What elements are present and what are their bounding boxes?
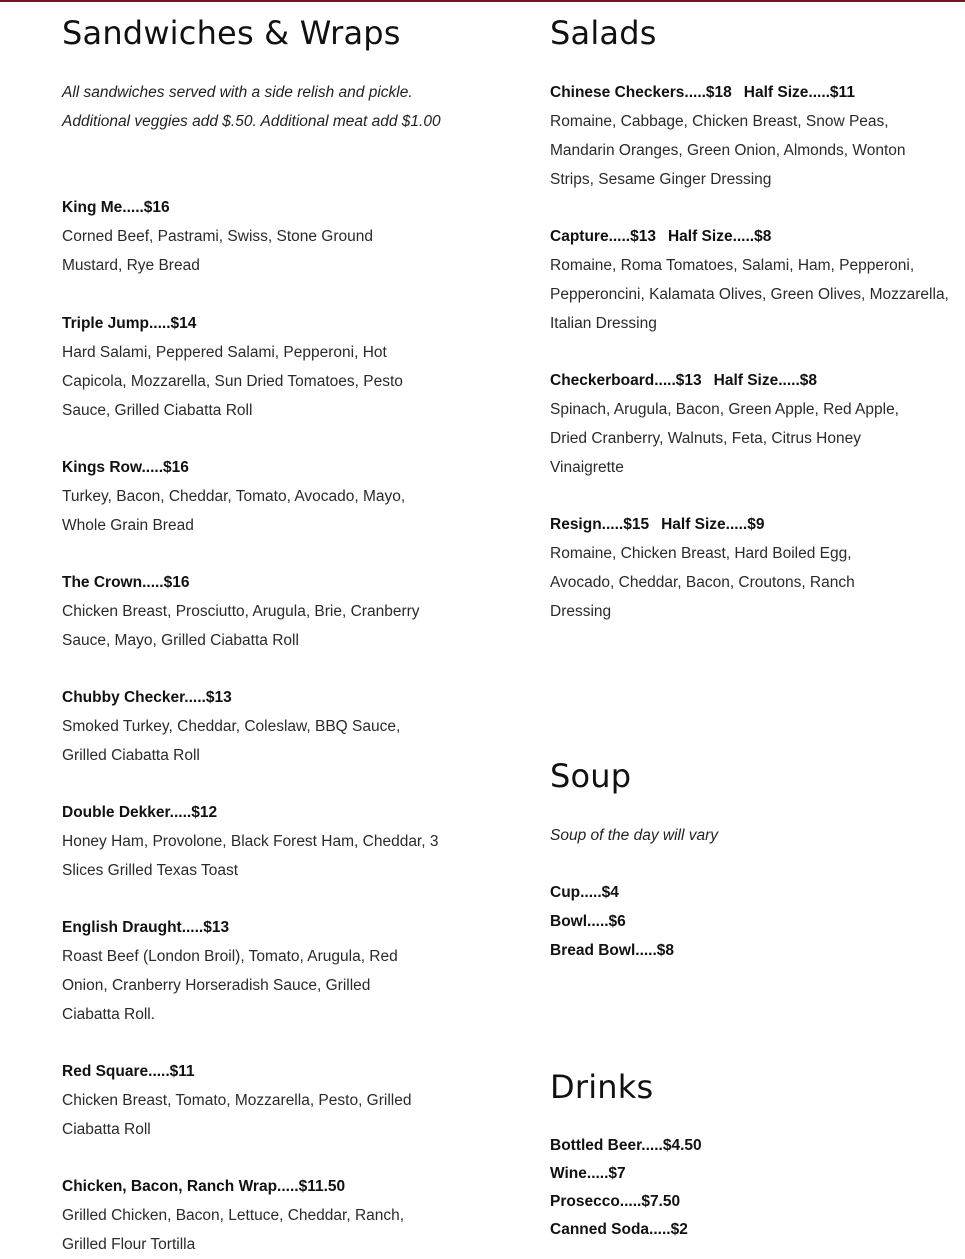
item-price-full: Checkerboard.....$13 — [550, 372, 702, 389]
menu-item — [62, 683, 452, 770]
item-description: Spinach, Arugula, Bacon, Green Apple, Red Apple, Dried Cranberry, Walnuts, Feta, Citrus Honey Vinaigrette — [550, 401, 899, 476]
item-name — [550, 510, 950, 539]
item-name: English Draught.....$13 — [62, 919, 230, 936]
item-description: Romaine, Cabbage, Chicken Breast, Snow Peas, Mandarin Oranges, Green Onion, Almonds, Wonton Strips, Sesame Ginger Dressing — [550, 113, 906, 188]
item-description: Roast Beef (London Broil), Tomato, Arugula, Red Onion, Cranberry Horseradish Sauce, Grilled Ciabatta Roll. — [62, 948, 398, 1023]
menu-item — [550, 366, 950, 482]
drink-item: Bottled Beer.....$4.50 — [550, 1137, 702, 1154]
item-name: King Me.....$16 — [62, 199, 170, 216]
item-name: Kings Row.....$16 — [62, 459, 189, 476]
soup-intro: Soup of the day will vary — [550, 827, 719, 844]
sandwiches-intro: All sandwiches served with a side relish and pickle. Additional veggies add $.50. Additional meat add $1.00 — [62, 84, 441, 130]
item-description: Romaine, Chicken Breast, Hard Boiled Egg, Avocado, Cheddar, Bacon, Croutons, Ranch Dressing — [550, 545, 855, 620]
menu-item — [62, 568, 462, 655]
item-description: Hard Salami, Peppered Salami, Pepperoni, Hot Capicola, Mozzarella, Sun Dried Tomatoes, Pesto Sauce, Grilled Ciabatta Roll — [62, 344, 403, 419]
item-name: The Crown.....$16 — [62, 574, 190, 591]
item-price-half: Half Size.....$11 — [743, 84, 855, 101]
item-price-half: Half Size.....$9 — [661, 516, 765, 533]
sandwiches-title: Sandwiches & Wraps — [62, 14, 401, 52]
menu-item — [62, 913, 452, 1029]
item-name: Triple Jump.....$14 — [62, 315, 197, 332]
item-description: Corned Beef, Pastrami, Swiss, Stone Ground Mustard, Rye Bread — [62, 228, 374, 274]
menu-item — [62, 193, 452, 280]
soup-item: Bread Bowl.....$8 — [550, 942, 675, 959]
soup-item: Cup.....$4 — [550, 884, 619, 901]
menu-item — [62, 1057, 452, 1144]
item-description: Chicken Breast, Prosciutto, Arugula, Brie, Cranberry Sauce, Mayo, Grilled Ciabatta Roll — [62, 603, 420, 649]
item-description: Smoked Turkey, Cheddar, Coleslaw, BBQ Sauce, Grilled Ciabatta Roll — [62, 718, 401, 764]
soup-title: Soup — [550, 757, 632, 795]
drink-item: Wine.....$7 — [550, 1165, 626, 1182]
item-name — [550, 78, 950, 107]
item-price-full: Chinese Checkers.....$18 — [550, 84, 732, 101]
drink-item: Canned Soda.....$2 — [550, 1221, 688, 1238]
item-name: Double Dekker.....$12 — [62, 804, 218, 821]
item-name — [550, 222, 950, 251]
menu-item — [62, 798, 462, 885]
item-price-full: Capture.....$13 — [550, 228, 656, 245]
item-price-half: Half Size.....$8 — [667, 228, 772, 245]
menu-item — [62, 1172, 452, 1259]
menu-item — [62, 453, 452, 540]
item-description: Grilled Chicken, Bacon, Lettuce, Cheddar, Ranch, Grilled Flour Tortilla — [62, 1207, 405, 1253]
menu-item — [550, 510, 950, 626]
item-price-half: Half Size.....$8 — [713, 372, 818, 389]
menu-item — [62, 309, 452, 425]
soup-item: Bowl.....$6 — [550, 913, 626, 930]
item-name: Chubby Checker.....$13 — [62, 689, 232, 706]
item-description: Turkey, Bacon, Cheddar, Tomato, Avocado, Mayo, Whole Grain Bread — [62, 488, 406, 534]
item-name: Chicken, Bacon, Ranch Wrap.....$11.50 — [62, 1178, 346, 1195]
menu-item — [550, 222, 950, 338]
menu-item — [550, 78, 950, 194]
top-accent-rule — [0, 0, 965, 2]
item-price-full: Resign.....$15 — [550, 516, 650, 533]
item-name: Red Square.....$11 — [62, 1063, 195, 1080]
item-description: Honey Ham, Provolone, Black Forest Ham, Cheddar, 3 Slices Grilled Texas Toast — [62, 833, 439, 879]
item-description: Romaine, Roma Tomatoes, Salami, Ham, Pepperoni, Pepperoncini, Kalamata Olives, Green Olives, Mozzarella, Italian Dressing — [550, 257, 949, 332]
salads-title: Salads — [550, 14, 657, 52]
item-description: Chicken Breast, Tomato, Mozzarella, Pesto, Grilled Ciabatta Roll — [62, 1092, 412, 1138]
drinks-title: Drinks — [550, 1068, 654, 1106]
drink-item: Prosecco.....$7.50 — [550, 1193, 681, 1210]
item-name — [550, 366, 950, 395]
